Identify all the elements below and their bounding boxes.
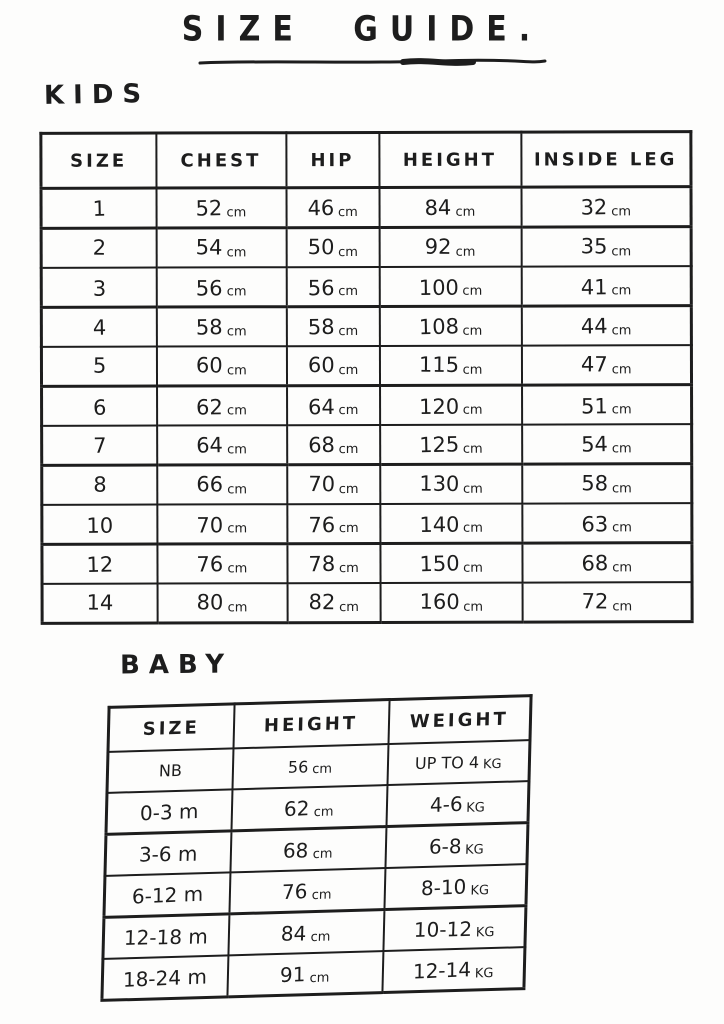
baby-height-cell: 84 cm — [228, 910, 384, 956]
kids-size-cell: 5 — [41, 347, 156, 387]
kids-height-cell: 140 cm — [380, 504, 522, 544]
kids-leg-cell: 63 cm — [522, 503, 692, 543]
baby-col-size: SIZE — [108, 704, 234, 752]
kids-chest-cell: 62 cm — [157, 386, 287, 426]
kids-chest-cell: 66 cm — [157, 465, 287, 505]
kids-height-cell: 130 cm — [380, 464, 522, 504]
kids-size-cell: 12 — [42, 544, 157, 584]
baby-weight-cell: 10-12 KG — [383, 906, 526, 951]
kids-chest-cell: 76 cm — [157, 544, 287, 584]
kids-size-table — [39, 130, 693, 625]
kids-col-height: HEIGHT — [379, 132, 521, 187]
baby-size-table — [100, 694, 532, 1002]
kids-table-row — [42, 385, 692, 426]
baby-height-cell: 76 cm — [229, 868, 385, 914]
baby-size-cell: NB — [107, 748, 233, 792]
kids-size-cell: 2 — [41, 228, 156, 268]
kids-table-row — [41, 306, 691, 347]
kids-table-row — [42, 543, 692, 584]
kids-table-row — [41, 187, 691, 229]
kids-leg-cell: 51 cm — [522, 385, 692, 425]
kids-hip-cell: 70 cm — [287, 464, 380, 504]
kids-hip-cell: 46 cm — [286, 187, 379, 227]
kids-height-cell: 115 cm — [379, 346, 521, 386]
kids-size-cell: 6 — [42, 386, 157, 426]
kids-hip-cell: 50 cm — [286, 227, 379, 267]
baby-size-cell: 3-6 m — [105, 831, 231, 876]
kids-table-row — [41, 227, 691, 268]
kids-col-chest: CHEST — [156, 133, 286, 188]
kids-size-cell: 7 — [42, 426, 157, 466]
kids-table-row — [42, 582, 692, 623]
kids-chest-cell: 52 cm — [156, 188, 286, 228]
baby-weight-cell: 12-14 KG — [382, 947, 525, 992]
kids-size-cell: 8 — [42, 465, 157, 505]
kids-table-row — [41, 345, 691, 386]
kids-size-cell: 10 — [42, 505, 157, 545]
kids-col-inside-leg: INSIDE LEG — [521, 132, 691, 187]
kids-leg-cell: 41 cm — [521, 266, 691, 306]
kids-chest-cell: 58 cm — [156, 307, 286, 347]
baby-weight-cell: UP TO 4 KG — [387, 740, 530, 785]
kids-table-row — [42, 464, 692, 505]
baby-height-cell: 56 cm — [232, 744, 388, 789]
kids-hip-cell: 68 cm — [287, 425, 380, 465]
kids-height-cell: 92 cm — [379, 227, 521, 267]
kids-hip-cell: 82 cm — [287, 583, 380, 623]
baby-size-cell: 0-3 m — [106, 789, 232, 834]
kids-leg-cell: 44 cm — [521, 306, 691, 346]
kids-leg-cell: 58 cm — [522, 464, 692, 504]
kids-section-heading: KIDS — [43, 79, 151, 111]
kids-height-cell: 125 cm — [380, 425, 522, 465]
kids-header-row — [41, 132, 691, 189]
baby-col-height: HEIGHT — [233, 700, 389, 749]
kids-height-cell: 108 cm — [379, 306, 521, 346]
kids-size-cell: 3 — [41, 268, 156, 308]
kids-hip-cell: 78 cm — [287, 543, 380, 583]
kids-chest-cell: 60 cm — [156, 346, 286, 386]
kids-height-cell: 100 cm — [379, 267, 521, 307]
kids-chest-cell: 80 cm — [157, 583, 287, 623]
kids-height-cell: 120 cm — [380, 385, 522, 425]
baby-size-cell: 18-24 m — [102, 955, 228, 1000]
kids-chest-cell: 70 cm — [157, 504, 287, 544]
kids-col-hip: HIP — [286, 132, 379, 187]
baby-height-cell: 91 cm — [227, 951, 383, 997]
kids-col-size: SIZE — [41, 133, 156, 188]
kids-hip-cell: 60 cm — [286, 346, 379, 386]
kids-size-cell: 14 — [42, 584, 157, 624]
baby-weight-cell: 4-6 KG — [386, 781, 529, 826]
kids-height-cell: 84 cm — [379, 187, 521, 227]
kids-leg-cell: 47 cm — [521, 345, 691, 385]
kids-height-cell: 150 cm — [380, 543, 522, 583]
kids-table-row — [42, 424, 692, 465]
kids-height-cell: 160 cm — [380, 583, 522, 623]
baby-section-heading: BABY — [119, 649, 234, 681]
kids-hip-cell: 76 cm — [287, 504, 380, 544]
baby-height-cell: 62 cm — [231, 785, 387, 831]
baby-height-cell: 68 cm — [230, 827, 386, 873]
baby-col-weight: WEIGHT — [388, 696, 531, 744]
baby-size-cell: 12-18 m — [103, 914, 229, 959]
kids-leg-cell: 35 cm — [521, 227, 691, 267]
title-underline — [198, 56, 548, 68]
kids-table-row — [42, 503, 692, 544]
kids-hip-cell: 56 cm — [286, 267, 379, 307]
kids-hip-cell: 64 cm — [287, 385, 380, 425]
kids-chest-cell: 56 cm — [156, 267, 286, 307]
baby-size-cell: 6-12 m — [104, 872, 230, 917]
baby-weight-cell: 6-8 KG — [385, 823, 528, 868]
kids-size-cell: 4 — [41, 307, 156, 347]
baby-weight-cell: 8-10 KG — [384, 864, 527, 909]
kids-leg-cell: 32 cm — [521, 187, 691, 227]
kids-chest-cell: 64 cm — [157, 425, 287, 465]
kids-leg-cell: 72 cm — [522, 582, 692, 622]
kids-table-row — [41, 266, 691, 307]
kids-size-cell: 1 — [41, 188, 156, 228]
kids-leg-cell: 68 cm — [522, 543, 692, 583]
kids-hip-cell: 58 cm — [286, 306, 379, 346]
kids-leg-cell: 54 cm — [522, 424, 692, 464]
kids-chest-cell: 54 cm — [156, 228, 286, 268]
page-title: SIZE GUIDE. — [181, 9, 543, 50]
